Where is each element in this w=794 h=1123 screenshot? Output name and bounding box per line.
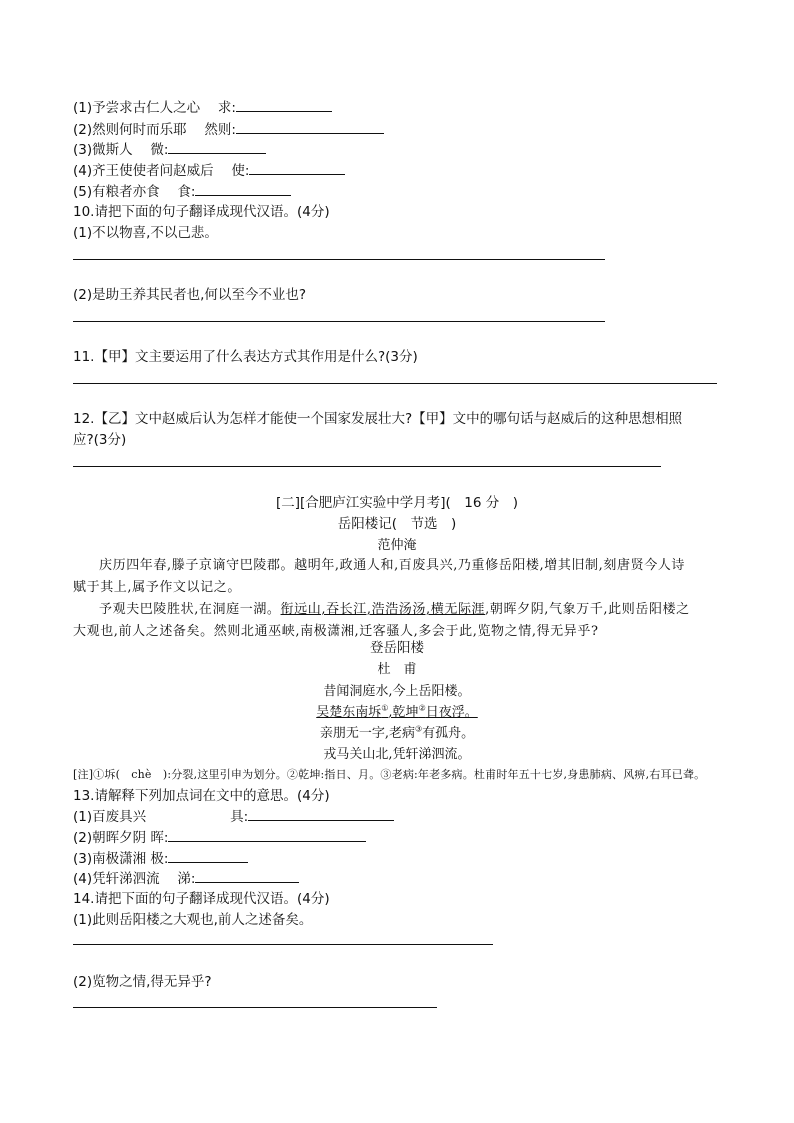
q10-sentence-1: (1)不以物喜,不以己悲。: [73, 225, 218, 241]
q13-item-3: [73, 848, 248, 869]
passage-p2-text-a: 予观夫巴陵胜状,在洞庭一湖。: [99, 602, 281, 617]
footnote-marker: ②: [418, 703, 426, 713]
q9-item-5-text: (5)有粮者亦食 食:: [73, 184, 196, 200]
passage-underlined-phrase: 衔远山,吞长江,浩浩汤汤,横无际涯: [280, 602, 486, 617]
answer-blank[interactable]: [168, 848, 248, 863]
poem-line-3-b: 有孤舟。: [422, 726, 475, 741]
q9-item-2: [73, 119, 384, 140]
answer-line[interactable]: [73, 466, 661, 467]
q9-item-4: [73, 160, 345, 181]
poem-author: 杜 甫: [377, 662, 417, 677]
passage-p1-line-1: 庆历四年春,滕子京谪守巴陵郡。越明年,政通人和,百废具兴,乃重修岳阳楼,增其旧制,刻唐贤今人诗: [99, 558, 685, 573]
q10-sentence-2: (2)是助王养其民者也,何以至今不业也?: [73, 287, 307, 303]
passage-paragraph-1: [73, 555, 723, 577]
poem-line-2: [0, 703, 794, 723]
q9-item-3-text: (3)微斯人 微:: [73, 142, 169, 158]
footnote: [注]①坼( chè ):分裂,这里引申为划分。②乾坤:指日、月。③老病:年老多病。杜甫时年五十七岁,身患肺病、风痹,右耳已聋。: [73, 768, 706, 781]
poem-line-2-b: ,乾坤: [388, 705, 419, 720]
answer-line[interactable]: [73, 1007, 437, 1008]
poem-line-3-a: 亲朋无一字,老病: [319, 726, 415, 741]
footnote-marker: ①: [381, 703, 389, 713]
q9-item-1: [73, 97, 332, 118]
q9-item-2-text: (2)然则何时而乐耶 然则:: [73, 122, 236, 138]
q12-prompt-line-1: 12.【乙】文中赵威后认为怎样才能使一个国家发展壮大?【甲】文中的哪句话与赵威后的这种思想相照: [73, 411, 683, 427]
answer-blank[interactable]: [236, 119, 384, 134]
poem-line-2-a: 吴楚东南坼: [316, 705, 382, 720]
answer-line[interactable]: [73, 321, 605, 322]
passage-body: [73, 555, 723, 643]
answer-blank[interactable]: [248, 806, 394, 821]
answer-line[interactable]: [73, 944, 493, 945]
passage-p2-line-2: 大观也,前人之述备矣。然则北通巫峡,南极潇湘,迁客骚人,多会于此,览物之情,得无异乎?: [73, 624, 599, 639]
answer-line[interactable]: [73, 383, 717, 384]
passage-p2-text-b: ,朝晖夕阴,气象万千,此则岳阳楼之: [485, 602, 690, 617]
passage-p1-line-2: 赋于其上,属予作文以记之。: [73, 580, 241, 595]
poem-line-1: 昔闻洞庭水,今上岳阳楼。: [323, 684, 471, 699]
q13-item-3-text: (3)南极潇湘 极:: [73, 851, 169, 867]
q9-item-3: [73, 139, 266, 160]
q14-sentence-2: (2)览物之情,得无异乎?: [73, 974, 212, 990]
answer-line[interactable]: [73, 259, 605, 260]
q13-item-2: [73, 827, 366, 848]
poem-line-2-underlined: [316, 705, 478, 720]
q14-sentence-1: (1)此则岳阳楼之大观也,前人之述备矣。: [73, 912, 313, 928]
passage-author: 范仲淹: [377, 538, 417, 553]
q13-item-2-text: (2)朝晖夕阴 晖:: [73, 830, 169, 846]
q9-item-4-text: (4)齐王使使者问赵威后 使:: [73, 163, 250, 179]
poem-title: 登岳阳楼: [370, 640, 424, 656]
poem-line-3: [0, 724, 794, 744]
poem-line-4: 戎马关山北,凭轩涕泗流。: [323, 747, 471, 762]
q13-item-1-word: 具:: [230, 809, 249, 825]
q10-prompt: 10.请把下面的句子翻译成现代汉语。(4分): [73, 204, 330, 220]
poem-line-2-c: 日夜浮。: [425, 705, 478, 720]
q11-prompt: 11.【甲】文主要运用了什么表达方式其作用是什么?(3分): [73, 349, 418, 365]
q13-item-1-text: (1)百废具兴: [73, 809, 147, 825]
answer-blank[interactable]: [195, 181, 291, 196]
answer-blank[interactable]: [168, 139, 266, 154]
answer-blank[interactable]: [249, 160, 345, 175]
passage-paragraph-2: [73, 599, 723, 621]
q12-prompt-line-2: 应?(3分): [73, 432, 127, 448]
q9-item-1-text: (1)予尝求古仁人之心 求:: [73, 100, 236, 116]
passage-title: 岳阳楼记( 节选 ): [337, 516, 457, 532]
q9-item-5: [73, 181, 291, 202]
section-2-header: [二][合肥庐江实验中学月考]( 16 分 ): [275, 495, 519, 511]
q13-item-4-text: (4)凭轩涕泗流 涕:: [73, 871, 196, 887]
answer-blank[interactable]: [168, 827, 366, 842]
q13-prompt: 13.请解释下列加点词在文中的意思。(4分): [73, 788, 330, 804]
q13-item-4: [73, 868, 299, 889]
q14-prompt: 14.请把下面的句子翻译成现代汉语。(4分): [73, 891, 330, 907]
answer-blank[interactable]: [236, 97, 332, 112]
q13-item-1: [73, 806, 394, 827]
answer-blank[interactable]: [195, 868, 299, 883]
footnote-marker: ③: [414, 724, 423, 734]
